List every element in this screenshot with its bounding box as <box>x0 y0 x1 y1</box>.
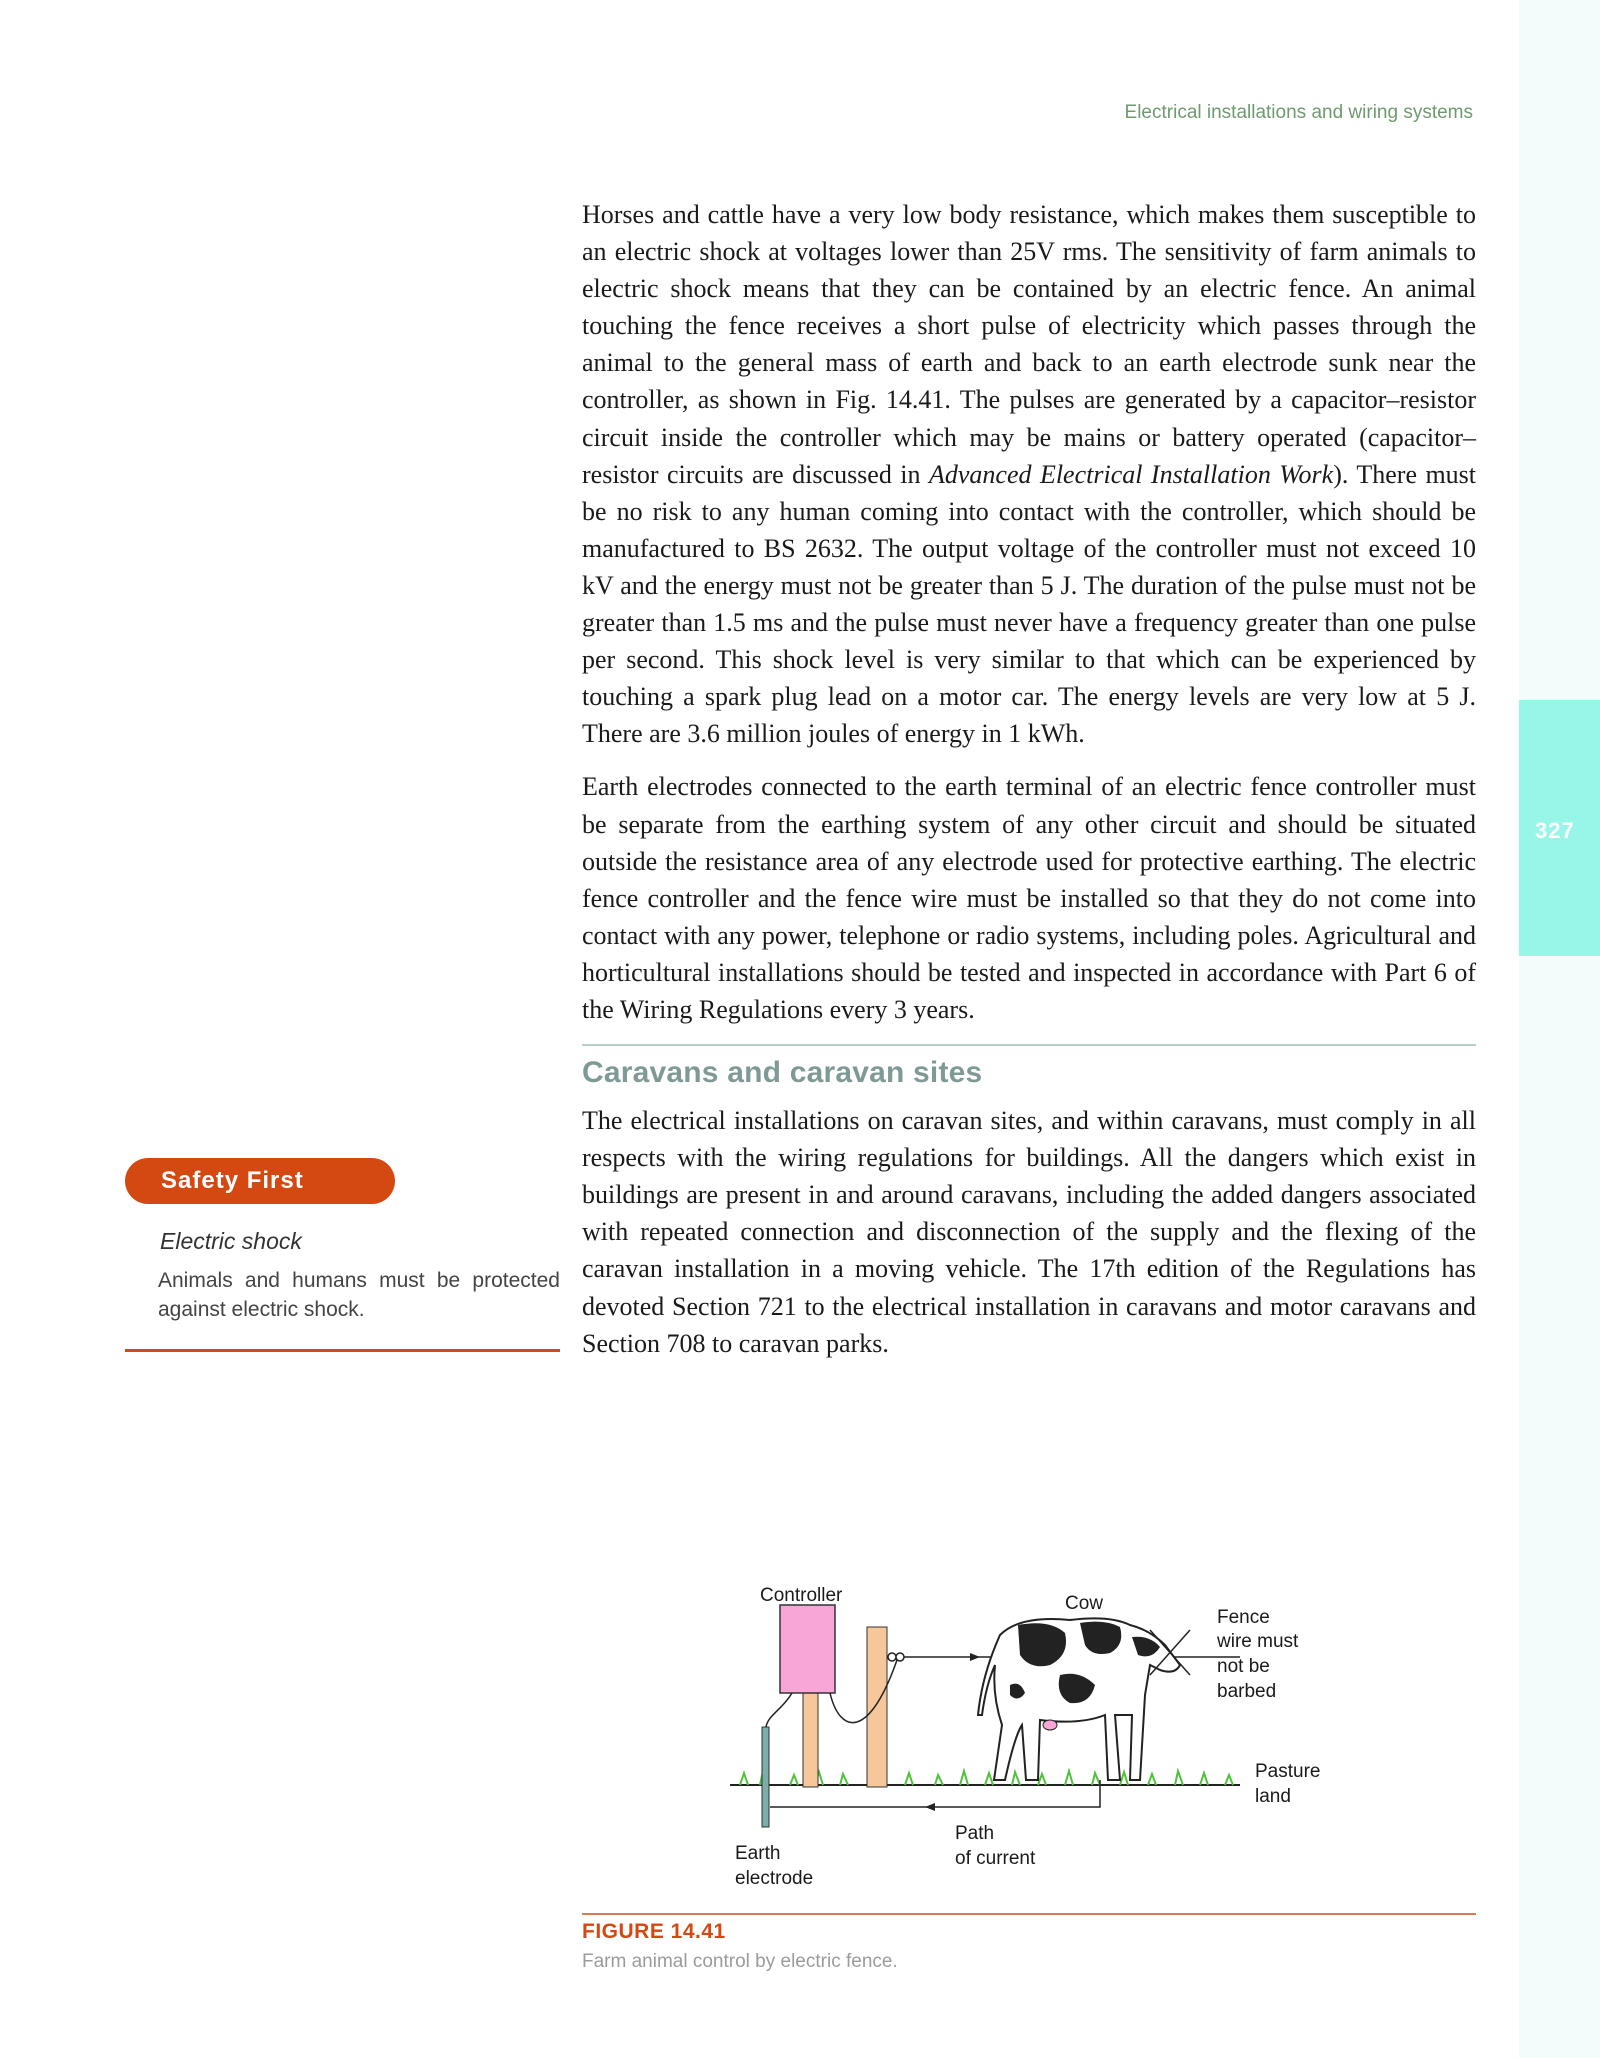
margin-strip <box>1519 0 1600 2058</box>
label-earth-electrode: Earth <box>735 1843 781 1864</box>
safety-text: Animals and humans must be protected against electric shock. <box>158 1269 560 1321</box>
label-path: Path <box>955 1823 995 1844</box>
section-heading: Caravans and caravan sites <box>582 1056 983 1090</box>
safety-rule <box>125 1349 560 1352</box>
label-fence: not be <box>1217 1656 1270 1677</box>
paragraph-text: Horses and cattle have a very low body resistance, which makes them susceptible to an electric shock at voltages lower than 25V rms. The sensitivity of farm animals to electric shock means that they can be contained by an electric fence. An animal touching the fence receives a short pulse of electricity which passes through the animal to the general mass of earth and back to an earth electrode sunk near the controller, as shown in Fig. 14.41. The pulses are generated by a capacitor–resistor circuit inside the controller which may be mains or battery operated (capacitor–resistor circuits are discussed in <box>582 200 1476 489</box>
label-fence: Fence <box>1217 1607 1270 1628</box>
label-pasture: land <box>1255 1786 1291 1807</box>
controller-post <box>803 1687 818 1787</box>
paragraph-earth-electrodes: Earth electrodes connected to the earth terminal of an electric fence controller must be separate from the earthing system of any other circuit and should be situated outside the resistance area of any electrode used for protective earthing. The electric fence controller and the fence wire must be installed so that they do not come into contact with any power, telephone or radio systems, including poles. Agricultural and horticultural installations should be tested and inspected in accordance with Part 6 of the Wiring Regulations every 3 years. <box>582 772 1476 1024</box>
label-fence: barbed <box>1217 1681 1277 1702</box>
label-path: of current <box>955 1848 1036 1869</box>
controller-box <box>780 1605 835 1693</box>
label-cow: Cow <box>1065 1593 1104 1614</box>
paragraph-text: ). There must be no risk to any human coming into contact with the controller, which should be manufactured to BS 2632. The output voltage of the controller must not exceed 10 kV and the energy must not be greater than 5 J. The duration of the pulse must not be greater than 1.5 ms and the pulse must never have a frequency greater than one pulse per second. This shock level is very similar to that which can be experienced by touching a spark plug lead on a motor car. The energy levels are very low at 5 J. There are 3.6 million joules of energy in 1 kWh. <box>582 459 1477 749</box>
book-title: Advanced Electrical Installation Work <box>928 459 1334 489</box>
paragraph-electric-fence <box>582 196 1476 752</box>
label-pasture: Pasture <box>1255 1761 1321 1782</box>
earth-wire <box>766 1693 792 1727</box>
label-controller: Controller <box>760 1585 843 1606</box>
main-column <box>582 196 1476 1378</box>
insulator <box>888 1653 896 1661</box>
insulator <box>896 1653 904 1661</box>
current-arrow <box>925 1803 935 1811</box>
figure-caption: Farm animal control by electric fence. <box>582 1951 898 1972</box>
live-wire <box>830 1657 898 1723</box>
paragraph-caravans: The electrical installations on caravan sites, and within caravans, must comply in all respects with the wiring regulations for buildings. All the dangers which exist in buildings are present in and around caravans, including the added dangers associated with repeated connection and disconnection of the supply and the flexing of the caravan installation in a moving vehicle. The 17th edition of the Regulations has devoted Section 721 to the electrical installation in caravans and motor caravans and Section 708 to caravan parks. <box>582 1106 1476 1358</box>
fence-post <box>867 1627 887 1787</box>
safety-first-badge: Safety First <box>125 1158 395 1204</box>
label-fence: wire must <box>1217 1631 1299 1652</box>
safety-title: Electric shock <box>160 1228 302 1254</box>
running-head: Electrical installations and wiring systems <box>1124 102 1473 123</box>
cow <box>978 1618 1180 1780</box>
section-divider <box>582 1044 1476 1046</box>
wire-arrow <box>970 1653 980 1661</box>
label-earth-electrode: electrode <box>735 1868 814 1889</box>
earth-electrode <box>762 1727 769 1827</box>
figure-rule <box>582 1913 1476 1915</box>
figure-diagram <box>720 1575 1340 1895</box>
figure-electric-fence <box>720 1575 1340 1895</box>
figure-number: FIGURE 14.41 <box>582 1920 726 1943</box>
page-number: 327 <box>1535 818 1575 843</box>
